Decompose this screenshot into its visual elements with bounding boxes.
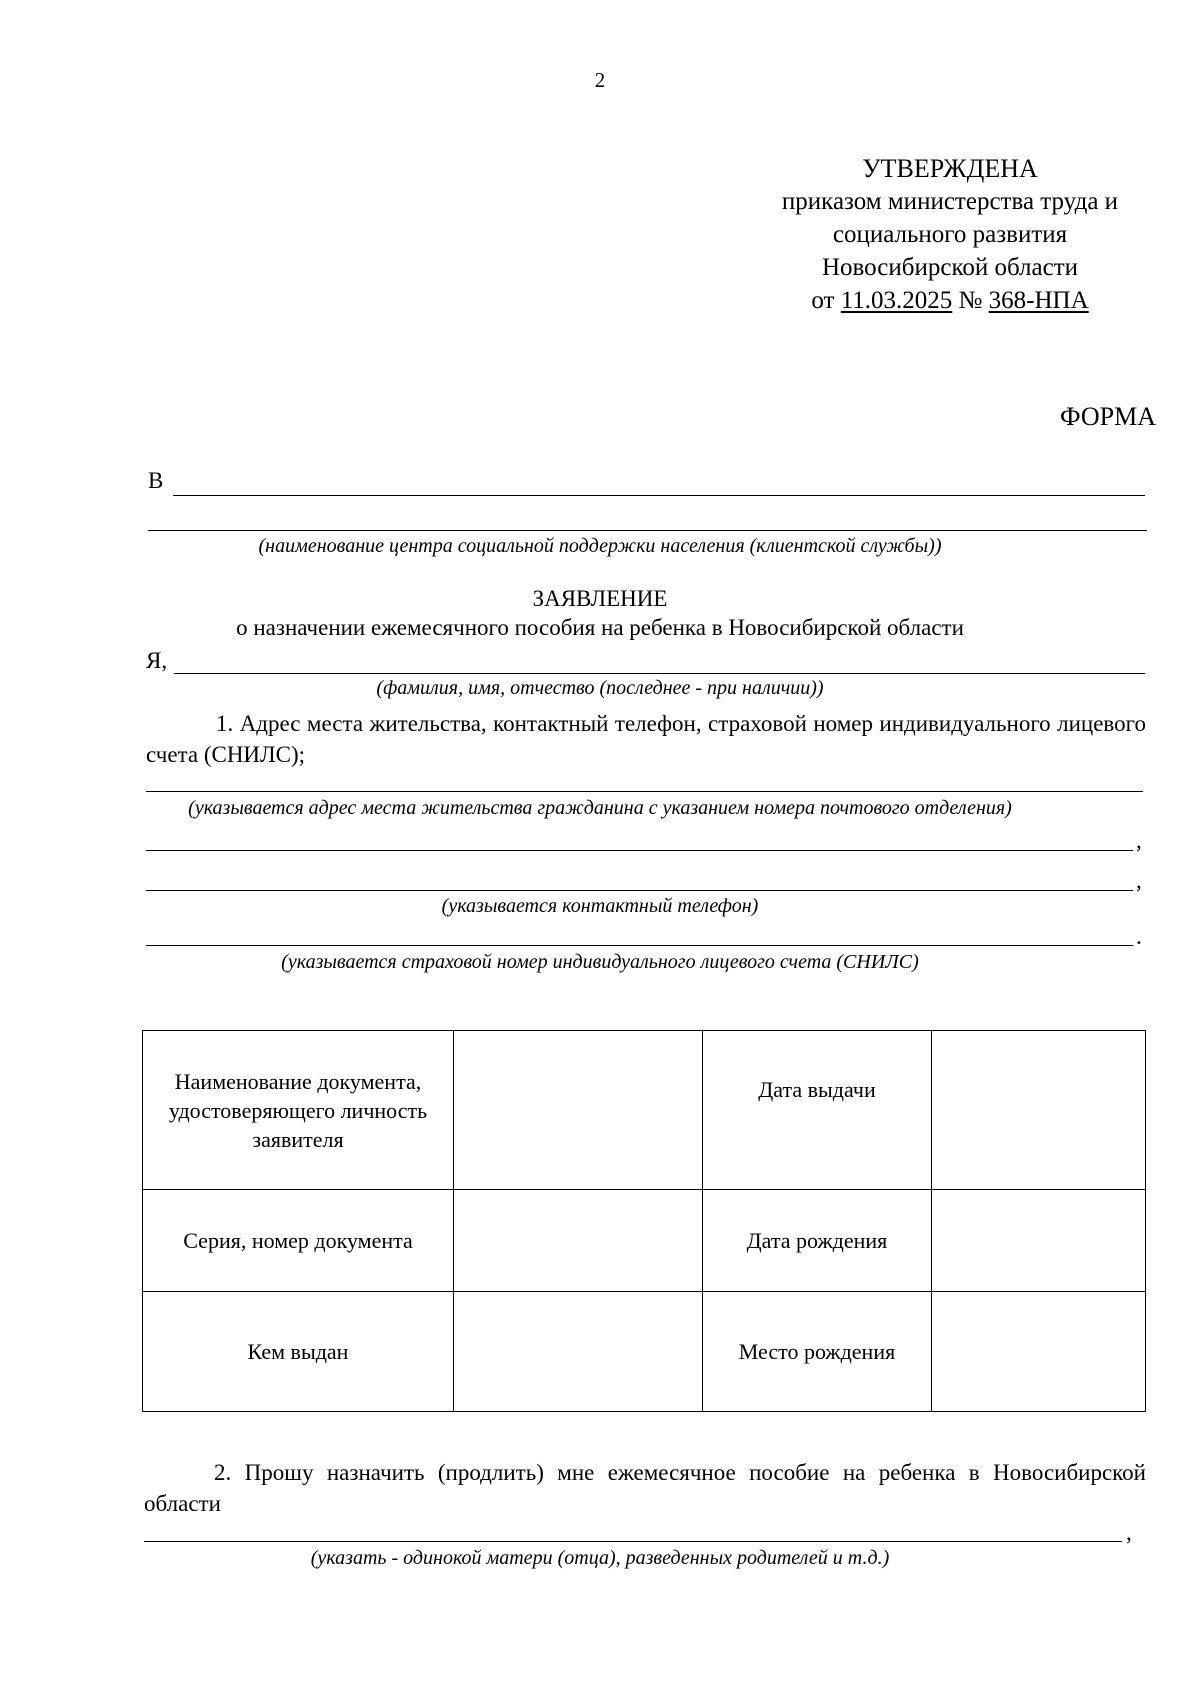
item-1-text: 1. Адрес места жительства, контактный телефон, страховой номер индивидуального лицевого счета (СНИЛС);: [146, 711, 1146, 767]
center-name-line[interactable]: [173, 495, 1145, 496]
approval-block: [700, 152, 1200, 317]
name-hint: (фамилия, имя, отчество (последнее - при наличии)): [376, 677, 824, 699]
document-subtitle: о назначении ежемесячного пособия на ребенка в Новосибирской области: [236, 615, 964, 640]
table-row: [143, 1031, 1146, 1190]
period: .: [1136, 924, 1142, 949]
table-value-birth-place[interactable]: [932, 1292, 1146, 1412]
approval-date-prefix: от: [811, 287, 835, 314]
approval-number-sign: №: [958, 287, 983, 314]
approval-date-line: [700, 284, 1200, 317]
form-label: ФОРМА: [1060, 402, 1156, 431]
comma-3: ,: [1126, 1520, 1132, 1545]
table-value-series-number[interactable]: [454, 1190, 703, 1292]
approval-line-2: социального развития: [832, 221, 1068, 248]
table-value-issue-date[interactable]: [932, 1031, 1146, 1190]
phone-hint: (указывается контактный телефон): [441, 895, 759, 917]
center-hint: (наименование центра социальной поддержки населения (клиентской службы)): [258, 535, 942, 557]
table-label-birth-date: Дата рождения: [703, 1190, 932, 1292]
table-label-document-name: Наименование документа, удостоверяющего личность заявителя: [143, 1031, 454, 1190]
table-label-issue-date: Дата выдачи: [703, 1031, 932, 1190]
snils-hint: (указывается страховой номер индивидуального лицевого счета (СНИЛС): [281, 951, 919, 973]
item-2-text: 2. Прошу назначить (продлить) мне ежемесячное пособие на ребенка в Новосибирской области: [144, 1460, 1146, 1516]
address-line-2[interactable]: [146, 850, 1133, 851]
document-title: ЗАЯВЛЕНИЕ: [532, 586, 668, 611]
identity-document-table: [142, 1030, 1146, 1412]
table-value-birth-date[interactable]: [932, 1190, 1146, 1292]
approval-heading: УТВЕРЖДЕНА: [862, 154, 1038, 183]
table-row: [143, 1292, 1146, 1412]
table-label-issued-by: Кем выдан: [143, 1292, 454, 1412]
snils-line[interactable]: [146, 945, 1133, 946]
phone-line[interactable]: [146, 890, 1133, 891]
approval-line-1: приказом министерства труда и: [781, 188, 1119, 215]
table-label-series-number: Серия, номер документа: [143, 1190, 454, 1292]
approval-line-3: Новосибирской области: [821, 254, 1079, 281]
approval-number: 368-НПА: [988, 287, 1089, 314]
applicant-name-line[interactable]: [174, 673, 1145, 674]
comma-2: ,: [1136, 868, 1142, 893]
table-label-birth-place: Место рождения: [703, 1292, 932, 1412]
i-prefix: Я,: [146, 648, 168, 673]
address-hint: (указывается адрес места жительства гражданина с указанием номера почтового отделения): [188, 797, 1012, 819]
center-name-line-2[interactable]: [148, 530, 1147, 531]
category-line[interactable]: [144, 1541, 1122, 1542]
table-row: [143, 1190, 1146, 1292]
category-hint: (указать - одинокой матери (отца), разведенных родителей и т.д.): [310, 1547, 890, 1569]
table-value-document-name[interactable]: [454, 1031, 703, 1190]
to-prefix: В: [148, 468, 164, 493]
page-number: 2: [594, 68, 606, 92]
table-value-issued-by[interactable]: [454, 1292, 703, 1412]
comma-1: ,: [1136, 828, 1142, 853]
address-line[interactable]: [146, 791, 1143, 792]
approval-date: 11.03.2025: [840, 287, 953, 314]
